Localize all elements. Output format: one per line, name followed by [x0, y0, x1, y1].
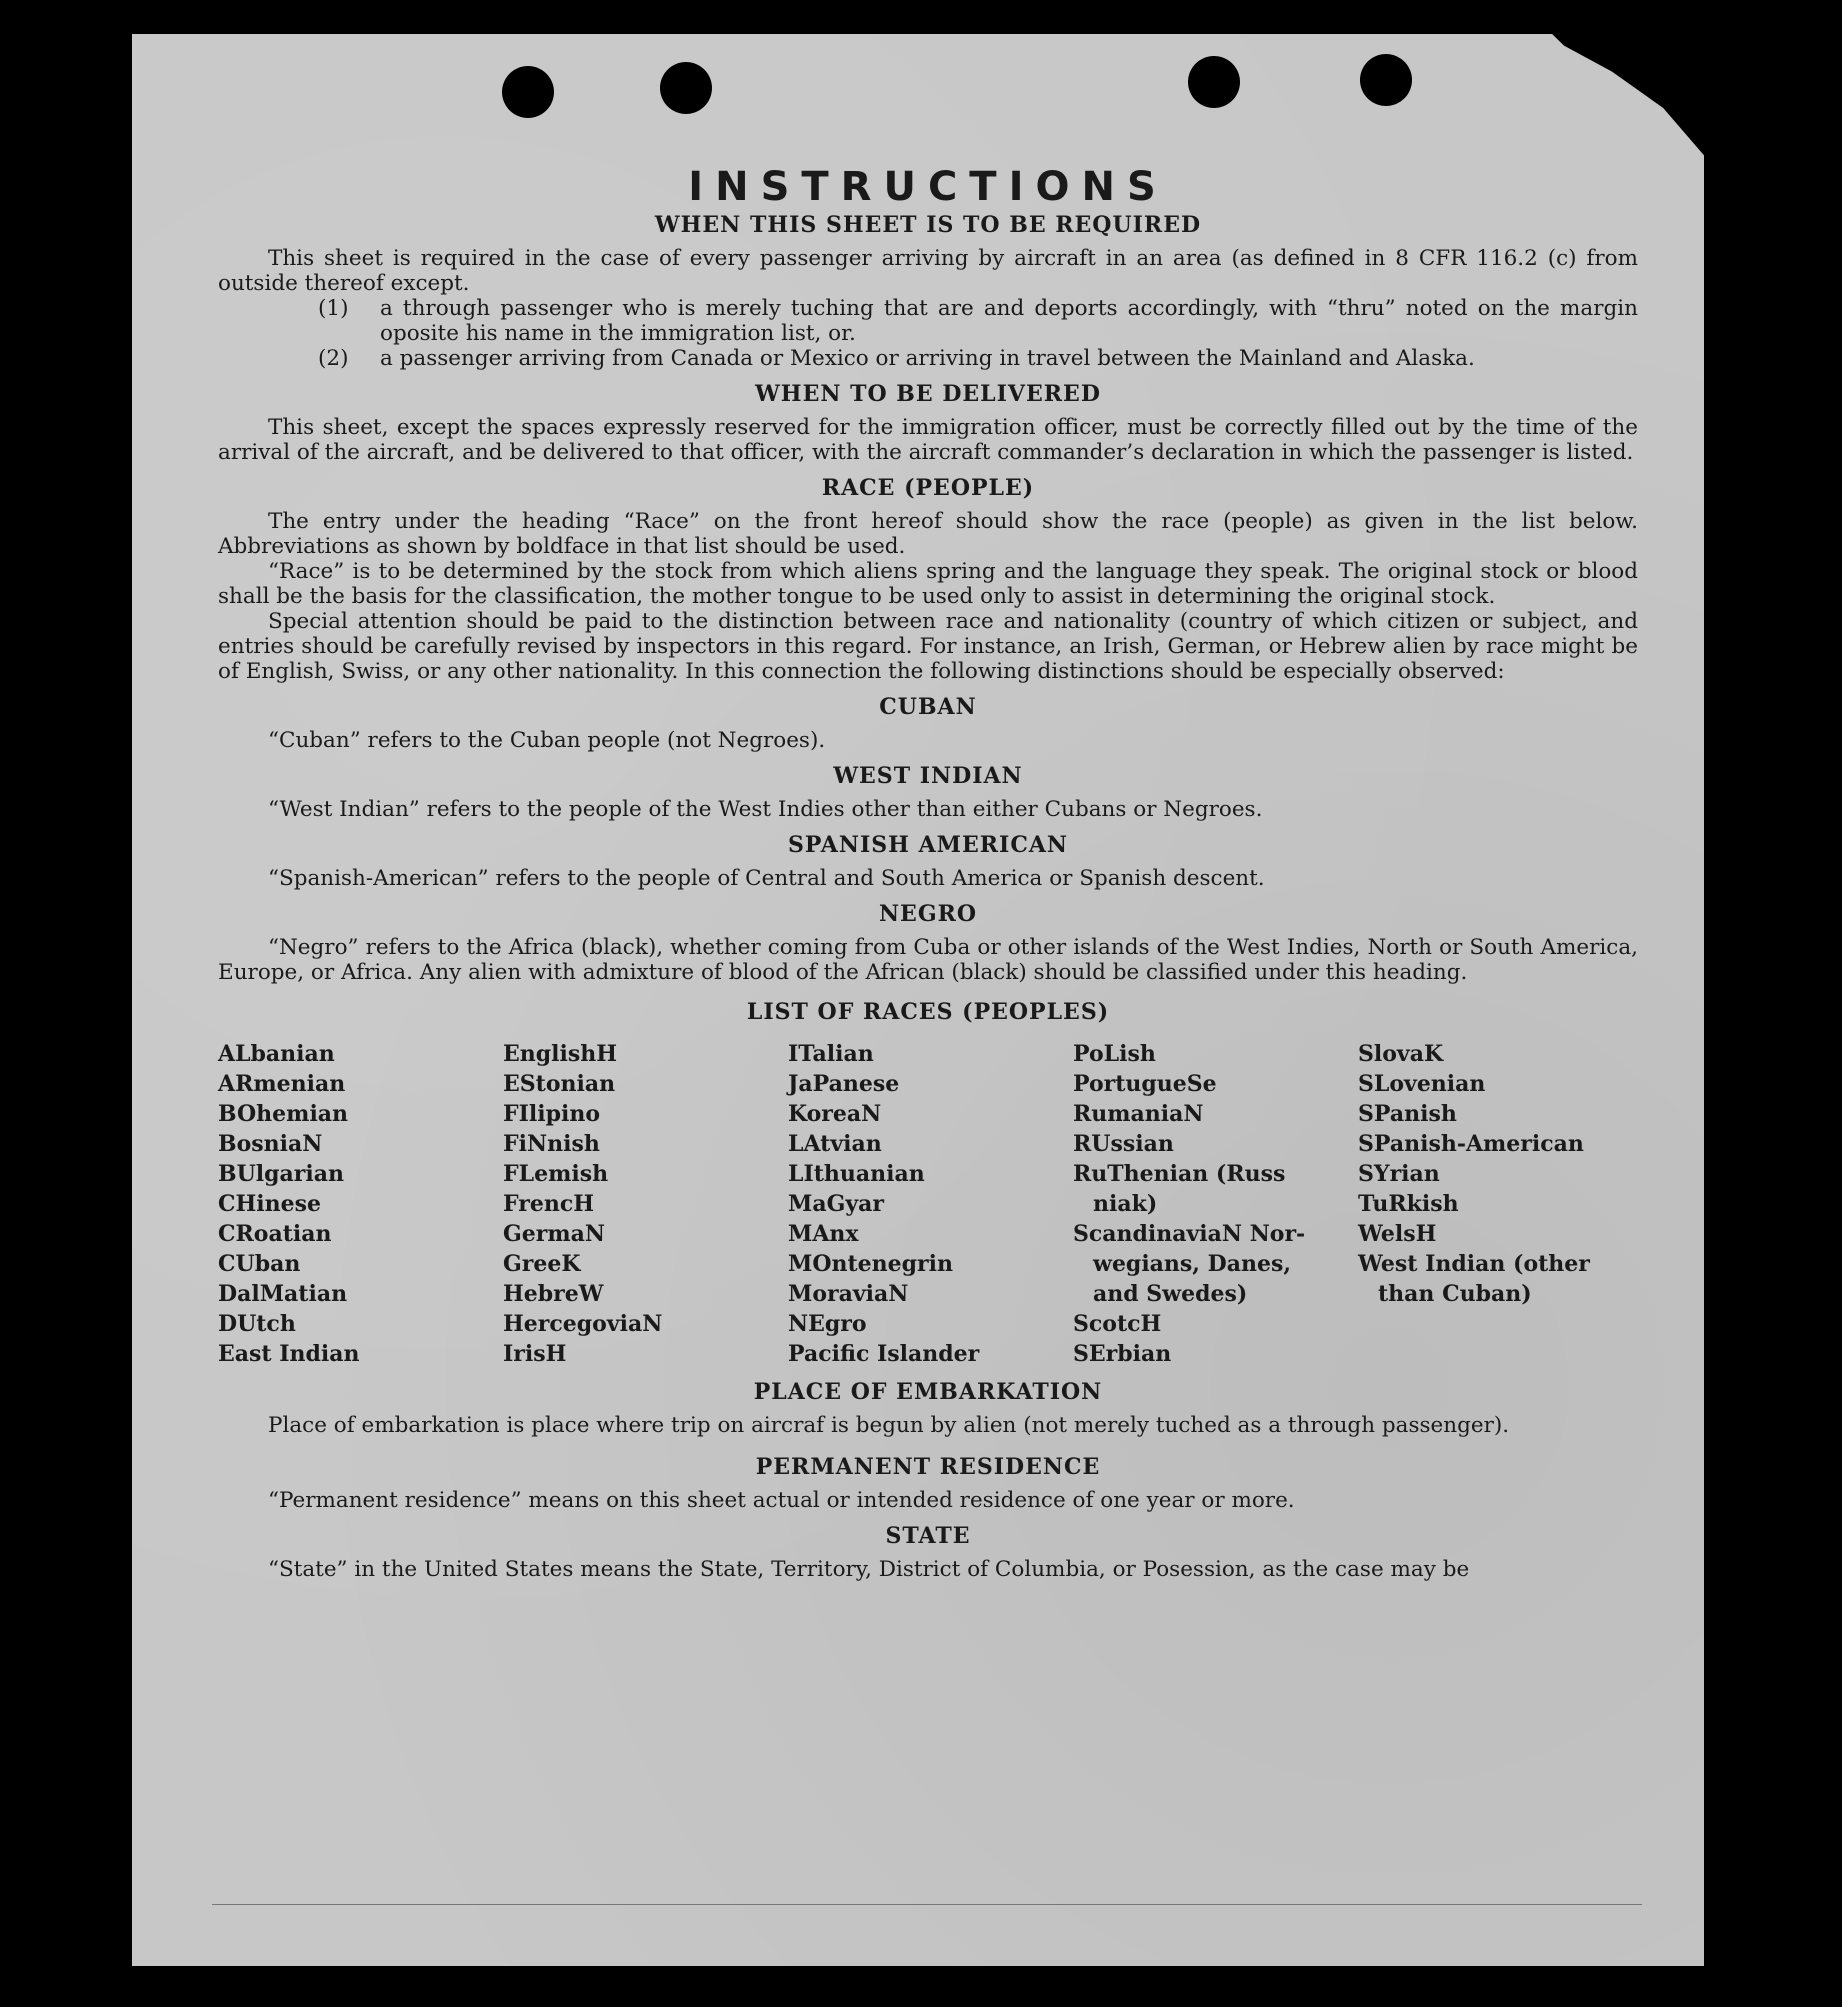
embarkation-text: Place of embarkation is place where trip on aircraf is begun by alien (not merely tuched as a through passenger).	[268, 1413, 1510, 1438]
race-entry: LIthuanian	[788, 1161, 925, 1187]
race-entry: GermaN	[503, 1221, 606, 1247]
races-column	[218, 1039, 503, 1369]
race-entry: SlovaK	[1358, 1041, 1444, 1067]
races-column	[1358, 1039, 1643, 1369]
cuban-text: “Cuban” refers to the Cuban people (not Negroes).	[268, 728, 826, 753]
race-paragraph-1: The entry under the heading “Race” on the front hereof should show the race (people) as given in the list below. Abbreviations as shown by boldface in that list should be used.	[218, 509, 1638, 559]
heading-cuban: CUBAN	[879, 694, 977, 720]
race-entry: SPanish-American	[1358, 1131, 1584, 1157]
races-column	[503, 1039, 788, 1369]
race-entry: JaPanese	[788, 1071, 900, 1097]
race-entry: wegians, Danes,	[1093, 1251, 1291, 1277]
punch-hole	[1188, 56, 1240, 108]
race-entry: ITalian	[788, 1041, 874, 1067]
race-entry: BosniaN	[218, 1131, 323, 1157]
page-title: INSTRUCTIONS	[688, 164, 1168, 210]
race-entry: Pacific Islander	[788, 1341, 980, 1367]
race-entry: RuThenian (Russ	[1073, 1161, 1286, 1187]
bottom-divider	[212, 1904, 1642, 1905]
list-item	[318, 346, 1638, 371]
heading-race: RACE (PEOPLE)	[821, 475, 1035, 501]
punch-hole	[660, 62, 712, 114]
race-entry: HercegoviaN	[503, 1311, 663, 1337]
race-entry: WelsH	[1358, 1221, 1437, 1247]
race-entry: RUssian	[1073, 1131, 1174, 1157]
race-entry: BUlgarian	[218, 1161, 344, 1187]
race-paragraph-2: “Race” is to be determined by the stock from which aliens spring and the language they speak. The original stock or blood shall be the basis for the classification, the mother tongue to be used only to assist in determining the original stock.	[218, 559, 1638, 609]
document-sheet	[132, 34, 1704, 1966]
heading-negro: NEGRO	[878, 901, 978, 927]
race-entry: SErbian	[1073, 1341, 1172, 1367]
heading-west-indian: WEST INDIAN	[833, 763, 1023, 789]
race-entry: FrencH	[503, 1191, 594, 1217]
heading-list-of-races: LIST OF RACES (PEOPLES)	[746, 999, 1110, 1025]
race-paragraph-3: Special attention should be paid to the distinction between race and nationality (country of which citizen or subject, and entries should be carefully revised by inspectors in this regard. For instance, an Irish, German, or Hebrew alien by race might be of English, Swiss, or any other nationality. In this connection the following distinctions should be especially observed:	[218, 609, 1638, 684]
race-entry: ScotcH	[1073, 1311, 1162, 1337]
when-delivered-text: This sheet, except the spaces expressly reserved for the immigration officer, must be correctly filled out by the time of the arrival of the aircraft, and be delivered to that officer, with the aircraft commander’s declaration in which the passenger is listed.	[218, 415, 1638, 465]
race-entry: LAtvian	[788, 1131, 882, 1157]
race-entry: ARmenian	[218, 1071, 346, 1097]
race-entry: ScandinaviaN Nor-	[1073, 1221, 1306, 1247]
race-entry: GreeK	[503, 1251, 581, 1277]
heading-spanish-american: SPANISH AMERICAN	[787, 832, 1069, 858]
heading-when-required: WHEN THIS SHEET IS TO BE REQUIRED	[654, 212, 1202, 238]
race-entry: SPanish	[1358, 1101, 1457, 1127]
race-entry: HebreW	[503, 1281, 604, 1307]
race-entry: KoreaN	[788, 1101, 882, 1127]
race-entry: FiNnish	[503, 1131, 600, 1157]
torn-corner	[1548, 30, 1708, 160]
race-entry: IrisH	[503, 1341, 567, 1367]
race-entry: CUban	[218, 1251, 301, 1277]
race-entry: East Indian	[218, 1341, 360, 1367]
race-entry: EnglishH	[503, 1041, 618, 1067]
race-entry: CRoatian	[218, 1221, 332, 1247]
race-entry: PoLish	[1073, 1041, 1156, 1067]
race-entry: SLovenian	[1358, 1071, 1486, 1097]
item-text: a passenger arriving from Canada or Mexico or arriving in travel between the Mainland and Alaska.	[380, 346, 1475, 371]
spanish-american-text: “Spanish-American” refers to the people of Central and South America or Spanish descent.	[268, 866, 1265, 891]
race-entry: than Cuban)	[1378, 1281, 1532, 1307]
race-entry: MAnx	[788, 1221, 859, 1247]
race-entry: PortugueSe	[1073, 1071, 1217, 1097]
race-entry: MoraviaN	[788, 1281, 909, 1307]
heading-state: STATE	[885, 1523, 971, 1549]
west-indian-text: “West Indian” refers to the people of the West Indies other than either Cubans or Negroes.	[268, 797, 1263, 822]
race-entry: FIlipino	[503, 1101, 601, 1127]
heading-when-delivered: WHEN TO BE DELIVERED	[755, 381, 1101, 407]
item-number: (1)	[318, 296, 349, 321]
race-entry: West Indian (other	[1358, 1251, 1590, 1277]
race-entry: CHinese	[218, 1191, 322, 1217]
when-required-intro: This sheet is required in the case of every passenger arriving by aircraft in an area (as defined in 8 CFR 116.2 (c) from outside thereof except.	[218, 246, 1638, 296]
race-entry: DalMatian	[218, 1281, 348, 1307]
list-item	[318, 296, 1638, 346]
races-column	[788, 1039, 1073, 1369]
race-entry: and Swedes)	[1093, 1281, 1248, 1307]
heading-permanent-residence: PERMANENT RESIDENCE	[755, 1454, 1101, 1480]
punch-hole	[1360, 54, 1412, 106]
race-entry: MOntenegrin	[788, 1251, 953, 1277]
race-entry: RumaniaN	[1073, 1101, 1204, 1127]
instructions-content	[218, 164, 1638, 1582]
race-entry: SYrian	[1358, 1161, 1440, 1187]
race-entry: FLemish	[503, 1161, 609, 1187]
item-number: (2)	[318, 346, 349, 371]
punch-hole	[502, 66, 554, 118]
race-entry: niak)	[1093, 1191, 1158, 1217]
race-entry: NEgro	[788, 1311, 867, 1337]
heading-embarkation: PLACE OF EMBARKATION	[753, 1379, 1103, 1405]
races-column	[1073, 1039, 1358, 1369]
race-entry: BOhemian	[218, 1101, 349, 1127]
race-entry: ALbanian	[218, 1041, 335, 1067]
race-entry: TuRkish	[1358, 1191, 1459, 1217]
residence-text: “Permanent residence” means on this sheet actual or intended residence of one year or more.	[268, 1488, 1295, 1513]
negro-text: “Negro” refers to the Africa (black), whether coming from Cuba or other islands of the West Indies, North or South America, Europe, or Africa. Any alien with admixture of blood of the African (black) should be classified under this heading.	[218, 935, 1638, 985]
race-entry: EStonian	[503, 1071, 616, 1097]
races-list	[218, 1039, 1638, 1369]
item-text: a through passenger who is merely tuching that are and deports accordingly, with “thru” noted on the margin oposite his name in the immigration list, or.	[380, 296, 1638, 346]
race-entry: DUtch	[218, 1311, 296, 1337]
state-text: “State” in the United States means the State, Territory, District of Columbia, or Posession, as the case may be	[268, 1557, 1470, 1582]
race-entry: MaGyar	[788, 1191, 885, 1217]
